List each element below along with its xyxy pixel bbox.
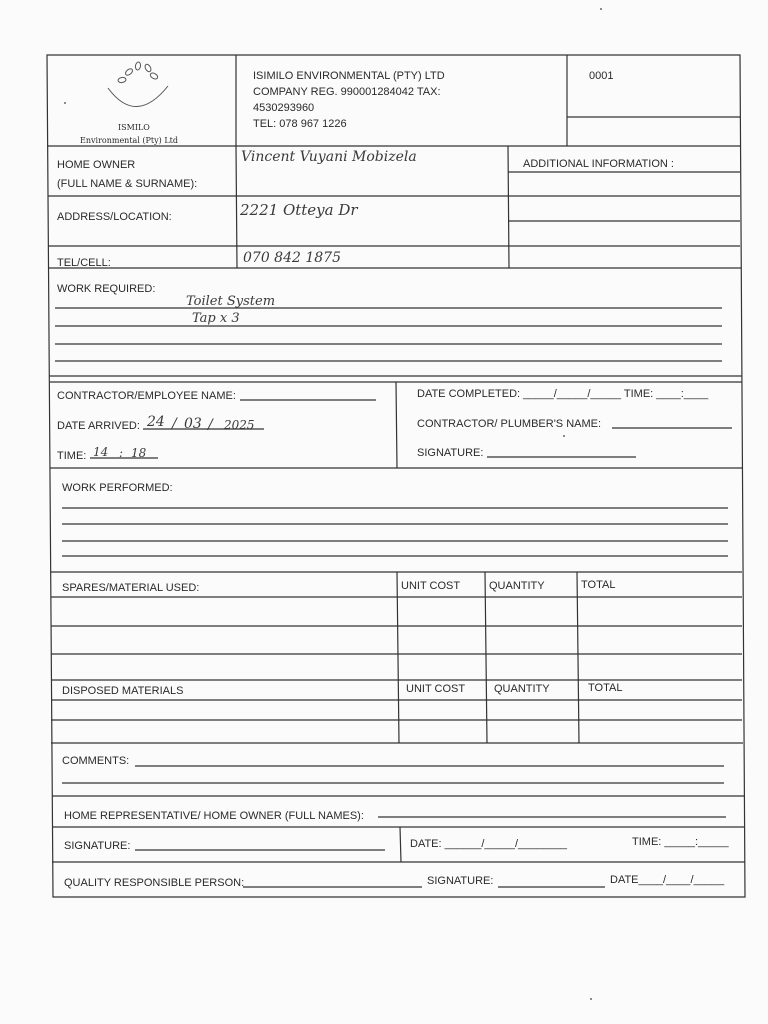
contractor-plumber-label: CONTRACTOR/ PLUMBER'S NAME: (417, 418, 602, 430)
contractor-employee-label: CONTRACTOR/EMPLOYEE NAME: (57, 390, 236, 402)
date-sep-1: / (172, 416, 177, 432)
home-owner-name-field[interactable]: Vincent Vuyani Mobizela (241, 149, 417, 165)
address-field[interactable]: 2221 Otteya Dr (240, 201, 358, 219)
company-name: ISIMILO ENVIRONMENTAL (PTY) LTD (253, 70, 445, 82)
comments-label: COMMENTS: (62, 755, 130, 767)
scan-speck (64, 102, 66, 104)
additional-info-label: ADDITIONAL INFORMATION : (523, 158, 674, 170)
date-completed-label: DATE COMPLETED: _____/_____/_____ TIME: ____:____ (417, 388, 709, 400)
quality-person-label: QUALITY RESPONSIBLE PERSON: (64, 877, 245, 889)
date-sep-2: / (208, 417, 213, 433)
scan-speck (590, 998, 592, 1000)
date-blank-label: DATE: ______/_____/________ (410, 838, 567, 850)
time-sep: : (119, 446, 124, 460)
spares-total-header: TOTAL (581, 579, 616, 591)
form-number: 0001 (589, 70, 614, 82)
company-reg: COMPANY REG. 990001284042 TAX: (253, 86, 441, 98)
spares-unit-cost-header: UNIT COST (401, 580, 461, 592)
quality-signature-label: SIGNATURE: (427, 875, 494, 887)
time-minute[interactable]: 18 (131, 446, 147, 460)
time-blank-label: TIME: _____:_____ (632, 836, 729, 848)
date-arrived-month[interactable]: 03 (184, 416, 202, 432)
time-label: TIME: (57, 450, 87, 462)
quality-date-label: DATE____/____/_____ (610, 874, 725, 886)
tel-field[interactable]: 070 842 1875 (243, 250, 341, 266)
time-hour[interactable]: 14 (93, 445, 109, 459)
logo-text: ISMILO (118, 123, 150, 132)
work-required-line-1[interactable]: Toilet System (186, 294, 276, 309)
signature-label: SIGNATURE: (64, 840, 131, 852)
disposed-unit-cost-header: UNIT COST (406, 683, 466, 695)
signature-upper-label: SIGNATURE: (417, 447, 484, 459)
work-performed-label: WORK PERFORMED: (62, 482, 173, 494)
logo-subtext: Environmental (Pty) Ltd (80, 136, 178, 145)
logo-leaf-icon (96, 58, 186, 128)
scan-speck (563, 435, 565, 437)
date-arrived-year[interactable]: 2025 (224, 418, 255, 432)
date-arrived-label: DATE ARRIVED: (57, 420, 140, 432)
company-tax-number: 4530293960 (253, 102, 315, 114)
address-label: ADDRESS/LOCATION: (57, 211, 172, 223)
disposed-header: DISPOSED MATERIALS (62, 685, 184, 697)
home-owner-sublabel: (FULL NAME & SURNAME): (57, 178, 198, 190)
home-owner-label: HOME OWNER (57, 159, 136, 171)
spares-quantity-header: QUANTITY (489, 580, 545, 592)
home-representative-label: HOME REPRESENTATIVE/ HOME OWNER (FULL NAMES): (64, 810, 364, 822)
date-arrived-day[interactable]: 24 (147, 414, 165, 430)
work-required-label: WORK REQUIRED: (57, 283, 156, 295)
company-logo (96, 58, 186, 128)
spares-header: SPARES/MATERIAL USED: (62, 582, 200, 594)
disposed-quantity-header: QUANTITY (494, 683, 550, 695)
disposed-total-header: TOTAL (588, 682, 623, 694)
company-tel: TEL: 078 967 1226 (253, 118, 347, 130)
scan-speck (600, 8, 602, 10)
tel-cell-label: TEL/CELL: (57, 257, 111, 269)
work-required-line-2[interactable]: Tap x 3 (192, 311, 240, 326)
